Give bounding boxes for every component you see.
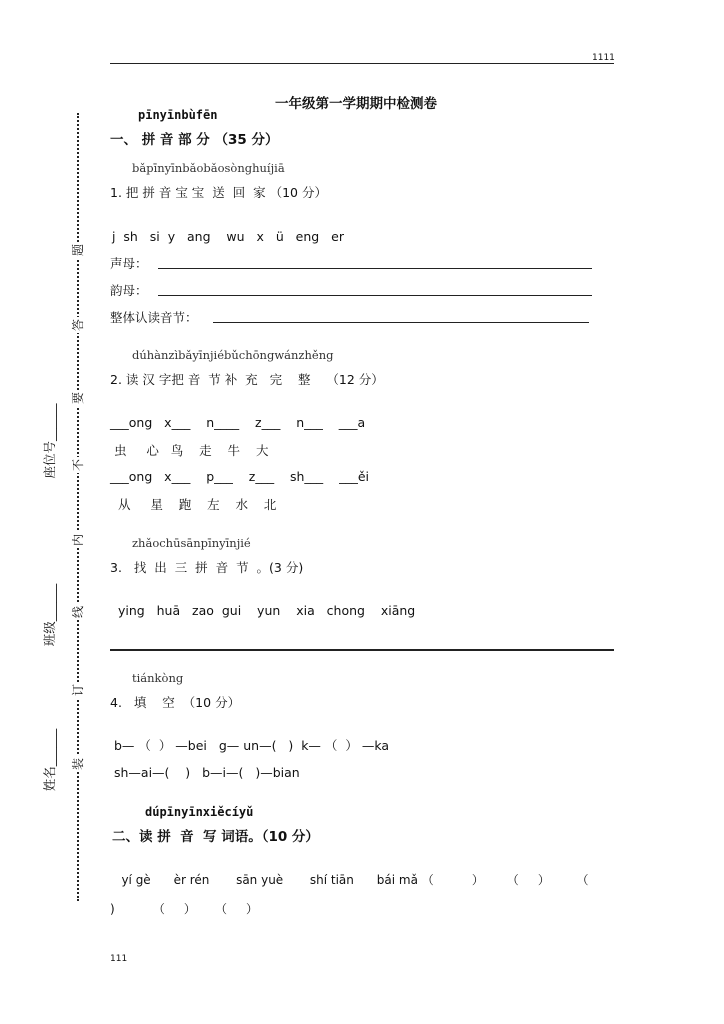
- section1-pinyin: pīnyīnbùfēn: [138, 108, 218, 122]
- q3-answer-line[interactable]: [110, 649, 614, 651]
- section1-heading: 一、 拼 音 部 分 （35 分）: [110, 132, 279, 148]
- binding-char: 题: [71, 244, 85, 257]
- q4-row: sh—ai—( ) b—i—( )—bian: [110, 765, 300, 780]
- q4-pinyin: tiánkòng: [132, 671, 184, 685]
- q1-pinyin: bǎpīnyīnbǎobǎosònghuíjiā: [132, 161, 285, 175]
- q1-items: j sh si y ang wu x ü eng er: [112, 229, 344, 244]
- q2-title: 2. 读 汉 字把 音 节 补 充 完 整 （12 分）: [110, 372, 384, 387]
- zhengti-answer-line[interactable]: [213, 322, 589, 323]
- shengmu-label: 声母：: [110, 256, 148, 271]
- q2-pinyin: dúhànzìbǎyīnjiébǔchōngwánzhěng: [132, 348, 334, 362]
- binding-char: 不: [71, 459, 85, 472]
- binding-char: 要: [71, 392, 85, 405]
- binding-char: 订: [71, 684, 85, 697]
- seat-field[interactable]: 座位号______: [42, 403, 57, 479]
- shengmu-answer-line[interactable]: [158, 268, 592, 269]
- section2-items: yí gè èr rén sān yuè shí tiān bái mǎ （ ） （ ） （: [110, 873, 589, 887]
- q3-pinyin: zhǎochūsānpīnyīnjié: [132, 536, 251, 550]
- q3-items: ying huā zao gui yun xia chong xiāng: [110, 603, 416, 618]
- page-title: 一年级第一学期期中检测卷: [275, 96, 437, 112]
- footer-page-label: 111: [110, 954, 128, 964]
- binding-char: 线: [71, 606, 85, 619]
- section2-items-cont: ) （ ） （ ）: [110, 902, 259, 916]
- binding-dotted-line: [77, 113, 79, 901]
- zhengti-label: 整体认读音节：: [110, 310, 198, 325]
- header-rule: [110, 63, 614, 64]
- yunmu-answer-line[interactable]: [158, 295, 592, 296]
- class-field[interactable]: 班级______: [42, 583, 57, 647]
- binding-char: 装: [71, 758, 85, 771]
- q2-row: ___ong x___ n____ z___ n___ ___a: [110, 415, 366, 430]
- binding-char: 内: [71, 534, 85, 547]
- section2-pinyin: dúpīnyīnxiěcíyǔ: [145, 805, 254, 819]
- q2-row: ___ong x___ p___ z___ sh___ ___ěi: [110, 469, 369, 484]
- section2-heading: 二、读 拼 音 写 词语。（10 分）: [112, 829, 319, 845]
- name-field[interactable]: 姓名______: [42, 728, 57, 792]
- q2-row: 虫 心 鸟 走 牛 大: [110, 443, 269, 458]
- q2-row: 从 星 跑 左 水 北: [110, 497, 277, 512]
- binding-char: 答: [71, 319, 85, 332]
- yunmu-label: 韵母：: [110, 283, 148, 298]
- q4-title: 4. 填 空 （10 分）: [110, 695, 241, 710]
- header-page-label: 1111: [592, 53, 615, 63]
- q1-title: 1. 把 拼 音 宝 宝 送 回 家 （10 分）: [110, 185, 327, 200]
- q4-row: b— （ ） —bei g— un—( ) k— （ ） —ka: [110, 738, 390, 753]
- q3-title: 3. 找 出 三 拼 音 节 。(3 分): [110, 560, 304, 575]
